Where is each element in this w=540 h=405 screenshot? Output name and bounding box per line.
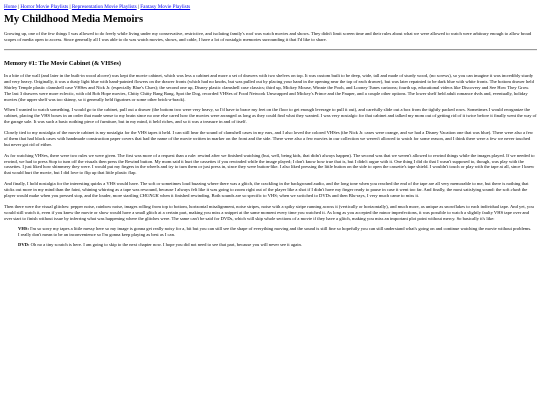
- text-run: when it finished rewinding. Both sounds are so specific to VHS; when we switched to DVDs and then Blu-rays, I very much came to miss it.: [158, 192, 420, 198]
- quote-vhs: [18, 226, 533, 238]
- nav-separator: |: [137, 4, 139, 10]
- emphasis-clunk: clunk: [510, 187, 521, 193]
- quote-speaker-vhs: VHS:: [18, 226, 29, 232]
- nav-link-home[interactable]: Home: [4, 4, 17, 10]
- intro-paragraph: Growing up, one of the few things I was allowed to do freely while living under my conservative, restrictive, and isolating family's roof was watch movies and shows. They didn't limit screen time and their rules about what we were allowed to watch were arbitrary enough to allow broad scopes of media open to access. Since generally all I was able to do was watch movies, shows, and cable, I have a lot of nostalgic memories surrounding it that I'd like to share.: [4, 31, 532, 43]
- paragraph-vhs-cases: Closely tied to my nostalgia of the movie cabinet is my nostalgia for the VHS tapes it held. I can still hear the sound of clamshell cases in my ears, and I also loved the colored VHSes (the Nick Jr. cases were orange, and we had a Disney Vacation one that was blue). There were also a few of them that had black cases with handmade construction paper covers that had the name of the movie written in marker on the front and the side. There were also a few movies in our collection we weren't allowed to watch for some reason, and I think there were a few we never touched but never got rid of either.: [4, 130, 534, 147]
- quote-text-dvd: Oh no a tiny scratch is here. I am going to skip to the next chapter now. I hope you did not need to see that part, because you will never see it again.: [30, 242, 302, 248]
- text-run: the player would make when you pressed stop, and the louder, more startling: [4, 187, 528, 198]
- paragraph-cabinet-usage: When I wanted to watch something, I would go to the cabinet, pull out a drawer (the bottom two were very heavy, so I'd have to brace my feet on the floor to get enough leverage to pull it out), and carefully slide out a box from the tightly packed rows. Sometimes I would reorganize the cabinet, placing the VHS boxes in an order that made sense to my brain since no one else cared how the movies were arranged as long as they could find what they wanted. I was very nostalgic for that cabinet and talked my mom out of getting rid of it twice before it finally went the way of the garage sale. It was such a basic nothing piece of furniture, but in my mind, it held riches, and so it was a treasure in and of itself.: [4, 107, 537, 125]
- quote-speaker-dvd: DVD:: [18, 242, 30, 248]
- paragraph-vhs-sounds: [4, 181, 537, 199]
- paragraph-vhs-rules: As for watching VHSes, there were two rules we were given. The first was more of a request than a rule: rewind after we finished watching (but, well, being kids, that didn't always happen). The second was that we weren't allowed to rewind things while the images played. If we needed to rewind, we had to press Stop to turn off the visuals then press the Rewind button. My mom said it hurt the cassettes if you rewinded while the image played; I don't know how true that is, but I didn't argue with it. One thing I did do that I wasn't supposed to, though, was play with the cassettes. I just liked how shimmery they were. I would put my fingers in the wheels and try to turn them or just press in, since they were button-like. I also liked pressing the little button on the side to open the cassette's tape shield. I wouldn't touch or play with the tape at all, since I knew that would hurt the movie, but I did love to flip up that little plastic flap.: [4, 152, 535, 176]
- top-navbar: [4, 4, 537, 10]
- paragraph-cabinet-description: In a bite of the wall (and later in the built-in wood alcove) was kept the movie cabinet, which was less a cabinet and more a set of drawers with two shelves on top. It was custom built to be deep, wide, tall and made of sturdy wood, (no screws), so you can imagine it was incredibly sturdy and very heavy. Originally, it was a dusty light blue with hand-painted flowers on the drawer fronts (which had no knobs, but was pulled out by placing your hand in the opening near the top of each drawer), but was later repainted to be dark blue with white fronts. The bottom drawer held Shirley Temple plastic clamshell case VHSes and Nick Jr. (especially Blue's Clues); the second one up, Disney plastic clamshell case classics; third up, Mickey Mouse, Winnie the Pooh, and Looney Tunes cartoons; fourth up, educational videos like Discovery and See How They Grow. The last 3 drawers were more eclectic, with old Bob Hope movies, Chitty Chitty Bang Bang, Spot the Dog, recorded VHSes of Food Network Unwrapped and Mickey's Prince and the Pauper, and a couple other options. The lower shelf held adult romance dvds and, eventually, holiday movies (the upper shelf was too skinny, so it generally held figurines or some other brick-a-brack).: [4, 73, 534, 102]
- page-title: My Childhood Media Memoirs: [4, 14, 144, 26]
- quote-dvd: [18, 242, 533, 248]
- paragraph-visual-glitches: Then there were the visual glitches: pepper noise, rainbow noise, images rolling from top to bottom, horizontal misalignment, noise stripes, noise with a spiky stripe running across it (vertically or horizontally), and much more, as unique as snowflakes to each individual tape. And yet, you would still watch it, even if you knew the movie or show would have a small glitch at a certain part, making you miss a snippet at the same moment every time you watched it. As long as you accepted the minor imperfections, it was possible to watch a slightly faulty VHS tape over and over start to finish without issue by inferring what was happening where the glitches were. The same can't be said for DVDs, which will skip whole sections of a movie if they have a glitch, making you miss an important plot point without mercy. So basically it's like:: [4, 203, 534, 221]
- nav-separator: |: [17, 4, 20, 10]
- section-heading-movie-cabinet: Memory #1: The Movie Cabinet (& VHSes): [4, 60, 121, 68]
- vhs-dvd-quote: [18, 226, 533, 248]
- nav-separator: |: [69, 4, 71, 10]
- nav-link-horror-playlists[interactable]: Horror Movie Playlists: [20, 4, 69, 10]
- nav-link-fantasy-playlists[interactable]: Fantasy Movie Playlists: [140, 4, 191, 10]
- quote-text-vhs: I'm so sorry my tapes a little messy here so my image is gonna get really noisy for a, bit but you can still see the shape of everything moving and the sound is still fine so hopefully you can still understand what's going on and continue watching the movie without problems. I really don't mean to be an inconvenience so I'm gonna keep playing as best as I can.: [18, 226, 532, 238]
- text-run: And finally, I hold nostalgia for the interesting quirks a VHS would have. The soft or sometimes loud buzzing where there was a glitch, the crackling in the background audio, and the long tone when you reached the end of the tape are all very memorable to me, but there is nothing that sticks out more in my mind than the faint, whining whirring as a tape was rewound, because I always felt like it was going to zoom right out of the player like a shot if I didn't have my finger ready to pause in case it went too far. And finally, the most satisfying sound: the soft: [4, 181, 529, 193]
- section-divider: [4, 49, 537, 51]
- nav-link-representation-playlists[interactable]: Representation Movie Playlists: [71, 4, 137, 10]
- emphasis-chungk: CHUNGK: [139, 192, 159, 198]
